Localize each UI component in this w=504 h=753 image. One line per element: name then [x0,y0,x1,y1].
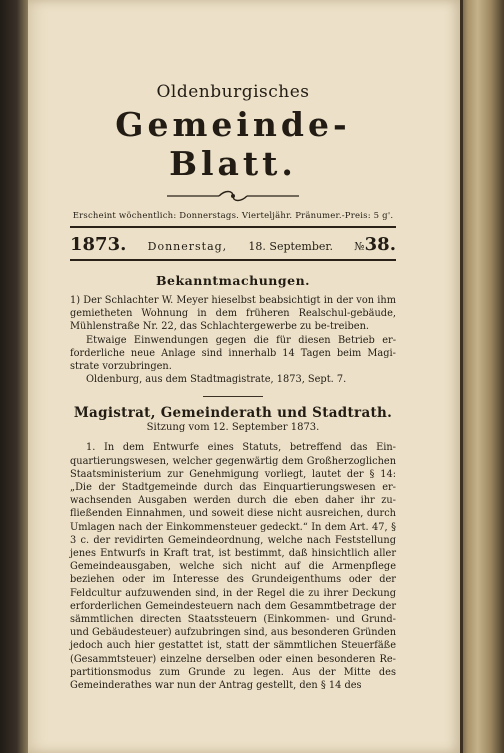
masthead-subtitle: Oldenburgisches [156,82,310,102]
book-spine-edge [460,0,463,753]
issue-year: 1873. [70,234,127,255]
announcement-paragraph: Etwaige Einwendungen gegen die für diesen Betrieb er-forderliche neue Anlage sind innerhalb 14 Tagen beim Magi-strate vorzubringen. [70,334,396,373]
publication-info: Erscheint wöchentlich: Donnerstags. Vierteljähr. Pränumer.-Preis: 5 g'. [72,211,394,221]
announcement-signature: Oldenburg, aus dem Stadtmagistrate, 1873, Sept. 7. [86,374,347,386]
page-content [70,82,396,692]
book-left-edge [0,0,28,753]
council-session-date: Sitzung vom 12. September 1873. [146,422,320,434]
dateline-rule [70,259,396,261]
issue-number-value: 38. [364,234,396,255]
announcement-paragraph: 1) Der Schlachter W. Meyer hieselbst beabsichtigt in der von ihm gemietheten Wohnung in dem früheren Realschul-gebäude, Mühlenstraße Nr. 22, das Schlachtergewerbe zu be-treiben. [70,295,396,333]
announcements-heading: Bekanntmachungen. [155,273,311,288]
dateline [70,228,396,259]
book-spine [460,0,504,753]
issue-date: 18. September. [248,240,333,253]
council-paragraph: 1. In dem Entwurfe eines Statuts, betreffend das Ein-quartierungswesen, welcher gegenwärtig dem Großherzoglichen Staatsministerium zur Genehmigung vorliegt, lautet der § 14: „Die der Stadtgemeinde durch das Einquartierungswesen er-wachsenden Ausgaben werden durch die eben daher ihr zu-fließenden Einnahmen, und soweit diese nicht ausreichen, durch Umlagen nach der Einkommensteuer gedeckt.“ In dem Art. 47, § 3 c. der revidirten Gemeindeordnung, welche nach Feststellung jenes Entwurfs in Kraft trat, ist bestimmt, daß hinsichtlich aller Gemeindeausgaben, welche sich nicht auf die Armenpflege beziehen oder im Interesse des Grundeigenthums oder der Feldcultur aufzuwenden sind, in der Regel die zu ihrer Deckung erforderlichen Gemeindesteuern nach dem Gesammtbetrage der sämmtlichen directen Staatssteuern (Einkommen- und Grund- und Gebäudesteuer) aufzubringen sind, aus besonderen Gründen jedoch auch hier gestattet ist, statt der sämmtlichen Steuerfäße (Gesammtsteuer) einzelne derselben oder einen besonderen Re-partitionsmodus zum Grunde zu legen. Aus der Mitte des Gemeinderathes war nun der Antrag gestellt, den § 14 des [70,442,396,692]
section-divider [203,396,263,397]
issue-weekday: Donnerstag, [147,240,228,253]
council-heading: Magistrat, Gemeinderath und Stadtrath. [73,405,393,422]
masthead-title: Gemeinde-Blatt. [115,105,351,183]
ornament-flourish-icon [163,189,303,203]
issue-prefix: № [354,240,365,253]
issue-number [354,234,396,255]
